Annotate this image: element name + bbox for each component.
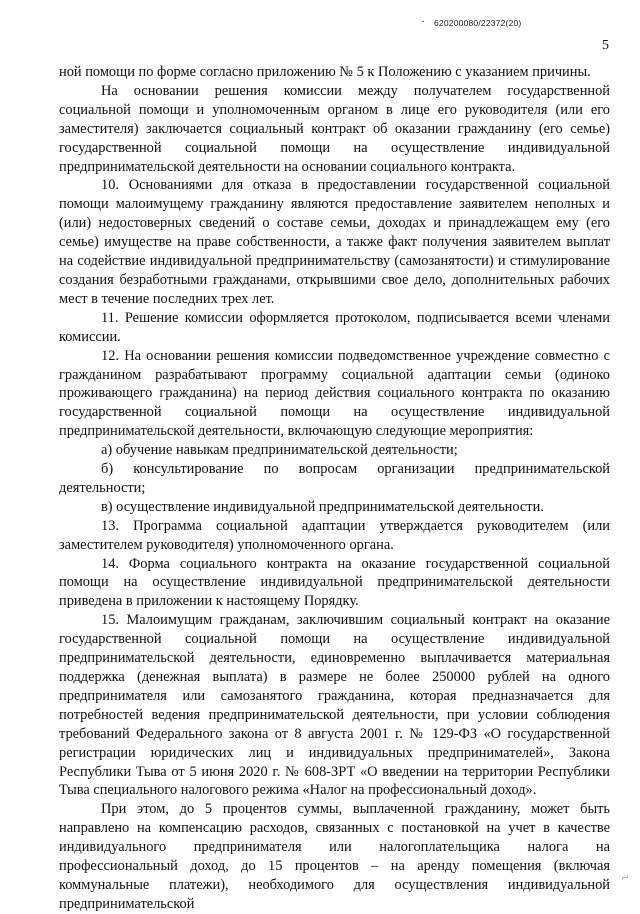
document-number: 620200080/22372(20) (434, 18, 522, 28)
list-item-a: а) обучение навыкам предпринимательской деятельности; (101, 442, 458, 459)
paragraph-item-14: 14. Форма социального контракта на оказание государственной социальной помощи на осуществление индивидуальной предпринимательской деятельности приведена в приложении к настоящему Порядку. (59, 555, 610, 610)
paragraph-item-15: 15. Малоимущим гражданам, заключившим социальный контракт на оказание государственной социальной помощи на осуществление индивидуальной предпринимательской деятельности, единовременно выплачивается материальная поддержка (денежная выплата) в размере не более 250000 рублей на одного предпринимателя или самозанятого гражданина, которая предназначается для потребностей ведения предпринимательской деятельности, при условии соблюдения требований Федерального закона от 8 августа 2001 г. № 129-ФЗ «О государственной регистрации юридических лиц и индивидуальных предпринимателей», Закона Республики Тыва от 5 июня 2020 г. № 608-ЗРТ «О введении на территории Республики Тыва специального налогового режима «Налог на профессиональный доход». (59, 612, 610, 799)
document-body (59, 63, 610, 914)
paragraph-item-13: 13. Программа социальной адаптации утверждается руководителем (или заместителем руководителя) уполномоченного органа. (59, 517, 610, 553)
header-mark: . (422, 14, 425, 25)
list-item-b: б) консультирование по вопросам организации предпринимательской деятельности; (59, 461, 610, 496)
list-item-c: в) осуществление индивидуальной предпринимательской деятельности. (101, 498, 544, 515)
paragraph: При этом, до 5 процентов суммы, выплаченной гражданину, может быть направлено на компенсацию расходов, связанных с постановкой на учет в качестве индивидуального предпринимателя или налогоплательщика налога на профессиональный доход, до 15 процентов – на аренду помещения (включая коммунальные платежи), необходимого для осуществления индивидуальной предпринимательской (59, 801, 610, 912)
paragraph: На основании решения комиссии между получателем государственной социальной помощи и уполномоченным органом в лице его руководителя (или его заместителя) заключается социальный контракт об оказании гражданину (его семье) государственной социальной помощи на осуществление индивидуальной предпринимательской деятельности на основании социального контракта. (59, 82, 610, 175)
paragraph-item-11: 11. Решение комиссии оформляется протоколом, подписывается всеми членами комиссии. (59, 309, 610, 345)
paragraph-item-12: 12. На основании решения комиссии подведомственное учреждение совместно с гражданином разрабатывают программу социальной адаптации семьи (одиноко проживающего гражданина) на период действия социального контракта по оказанию государственной социальной помощи на осуществление индивидуальной предпринимательской деятельности, включающую следующие мероприятия: (59, 347, 610, 440)
paragraph-item-10: 10. Основаниями для отказа в предоставлении государственной социальной помощи малоимущему гражданину являются предоставление заявителем неполных и (или) недостоверных сведений о составе семьи, доходах и принадлежащем ему (его семье) имуществе на праве собственности, а также факт получения заявителем выплат на содействие индивидуальной предпринимательству (самозанятости) и стимулирование создания безработными гражданами, открывшими свое дело, дополнительных рабочих мест в течение последних трех лет. (59, 177, 610, 307)
scan-artifact-mark: ~ (619, 870, 633, 887)
page-number: 5 (602, 38, 609, 53)
paragraph: ной помощи по форме согласно приложению № 5 к Положению с указанием причины. (59, 64, 591, 80)
